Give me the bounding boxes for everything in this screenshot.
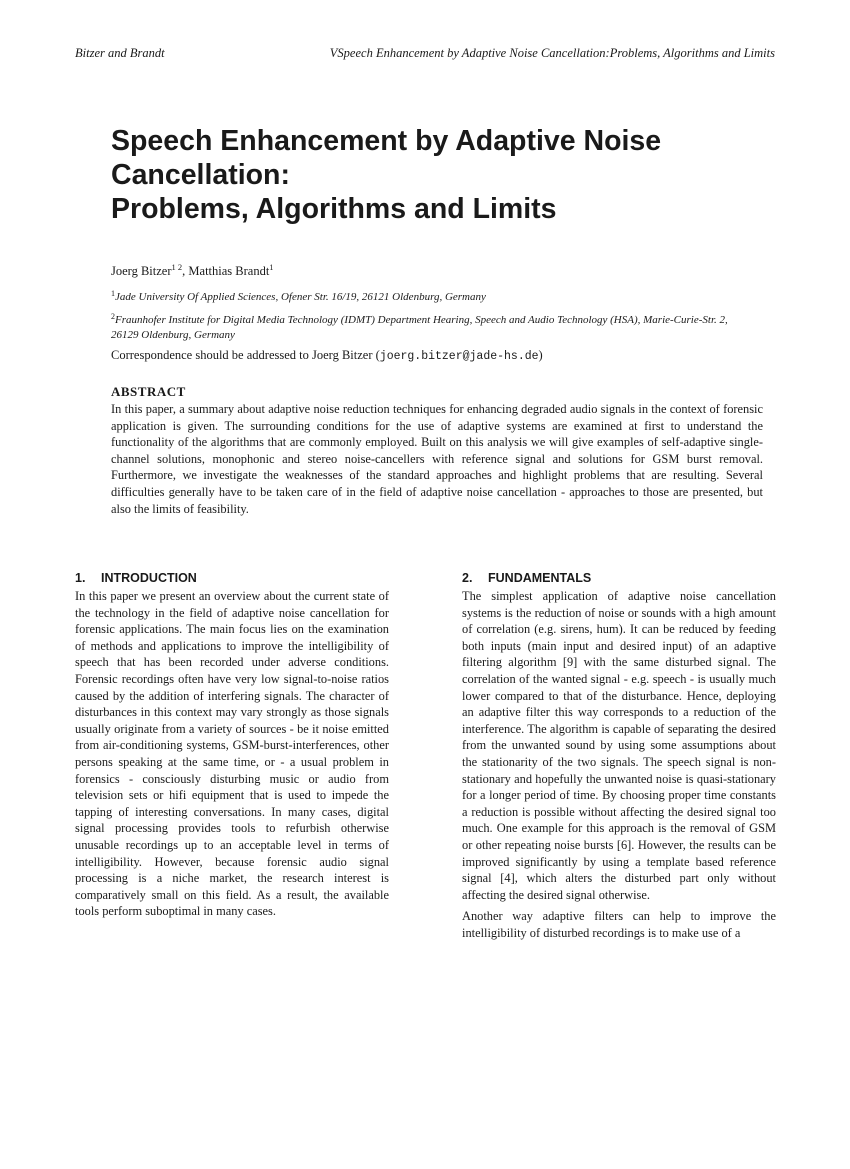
author-list bbox=[111, 262, 274, 279]
section-heading bbox=[75, 570, 389, 587]
affiliation-1 bbox=[111, 286, 486, 305]
author-affiliation-marker: 1 bbox=[269, 262, 274, 272]
section-introduction bbox=[75, 570, 389, 925]
section-number: 1. bbox=[75, 571, 86, 585]
section-heading bbox=[462, 570, 776, 587]
section-title: FUNDAMENTALS bbox=[488, 571, 592, 585]
affiliation-number: 1 bbox=[111, 289, 115, 298]
correspondence-line bbox=[111, 348, 543, 363]
paper-title-line-1: Speech Enhancement by Adaptive Noise bbox=[111, 125, 662, 157]
author-affiliation-marker: 1 2 bbox=[171, 262, 183, 272]
section-fundamentals bbox=[462, 570, 776, 946]
running-header-title: VSpeech Enhancement by Adaptive Noise Cancellation:Problems, Algorithms and Limits bbox=[329, 46, 775, 60]
author-name: Joerg Bitzer bbox=[111, 264, 172, 278]
abstract-text: In this paper, a summary about adaptive noise reduction techniques for enhancing degraded audio signals in the context of forensic application is given. The surrounding conditions for the use of adaptive systems are examined at first to understand the functionality of the algorithms that are commonly employed. Built on this analysis we will give examples of self-adaptive single-channel solutions, monophonic and stereo noise-cancellers with reference signal and solutions for GSM burst removal. Furthermore, we investigate the weaknesses of the standard approaches and highlight problems that are resulting. Several difficulties generally have to be taken care of in the field of adaptive noise cancellation - approaches to those are presented, but also the limits of feasibility. bbox=[111, 402, 763, 516]
affiliation-text: Fraunhofer Institute for Digital Media Technology (IDMT) Department Hearing, Speech and Audio Technology (HSA), Marie-Curie-Str. 2, 26129 Oldenburg, Germany bbox=[111, 314, 728, 341]
affiliation-number: 2 bbox=[111, 312, 115, 321]
author-name: Matthias Brandt bbox=[188, 264, 270, 278]
running-header-authors: Bitzer and Brandt bbox=[75, 46, 165, 60]
paper-title bbox=[111, 124, 791, 226]
correspondence-suffix: ) bbox=[538, 348, 543, 362]
abstract-heading: ABSTRACT bbox=[111, 384, 186, 399]
paper-title-line-2: Cancellation: bbox=[111, 159, 290, 191]
paragraph: The simplest application of adaptive noise cancellation systems is the reduction of noise or sounds with a high amount of correlation (e.g. sirens, hum). It can be reduced by feeding both inputs (main input and desired input) of an adaptive filtering algorithm [9] with the same disturbed signal. The correlation of the wanted signal - e.g. speech - is usually much lower compared to that of the disturbance. Hence, deploying an adaptive filter this way corresponds to a reduction of the interference. The algorithm is capable of separating the desired from the unwanted sound by using some assumptions about the stationarity of the two signals. The speech signal is non-stationary and hopefully the unwanted noise is quasi-stationary for a longer period of time. By choosing proper time constants a reduction is possible without affecting the desired signal too much. One example for this approach is the removal of GSM or other repeating noise bursts [6]. However, the results can be improved significantly by using a template based reference signal [4], which alters the disturbed part only without affecting the desired signal otherwise. bbox=[462, 589, 776, 902]
paragraph: Another way adaptive filters can help to improve the intelligibility of disturbed recordings is to make use of a bbox=[462, 909, 776, 940]
section-number: 2. bbox=[462, 571, 473, 585]
correspondence-email: joerg.bitzer@jade-hs.de bbox=[379, 350, 539, 363]
paper-title-line-3: Problems, Algorithms and Limits bbox=[111, 193, 557, 225]
author-separator: , bbox=[182, 264, 189, 278]
affiliation-text: Jade University Of Applied Sciences, Ofener Str. 16/19, 26121 Oldenburg, Germany bbox=[115, 291, 486, 303]
running-header bbox=[75, 46, 775, 61]
affiliation-2 bbox=[111, 309, 751, 343]
correspondence-prefix: Correspondence should be addressed to Joerg Bitzer ( bbox=[111, 348, 380, 362]
paragraph: In this paper we present an overview about the current state of the technology in the field of adaptive noise cancellation for forensic applications. The main focus lies on the examination of methods and applications to improve the intelligibility of speech that has been recorded under adverse conditions. Forensic recordings often have very low signal-to-noise ratios caused by the addition of interfering signals. The character of disturbances in this context may vary strongly as those signals usually originate from a variety of sources - be it noise emitted from air-conditioning systems, GSM-burst-interferences, other persons speaking at the same time, or - a usual problem in forensics - consciously disturbing music or audio from television sets or hifi equipment that is used to impede the tapping of interesting conversations. In many cases, digital signal processing provides tools to refurbish otherwise unusable recordings up to an acceptable level in terms of intelligibility. However, because forensic audio signal processing is a niche market, the research interest is comparatively small on this field. As a result, the available tools perform suboptimal in many cases. bbox=[75, 589, 389, 919]
section-title: INTRODUCTION bbox=[101, 571, 197, 585]
